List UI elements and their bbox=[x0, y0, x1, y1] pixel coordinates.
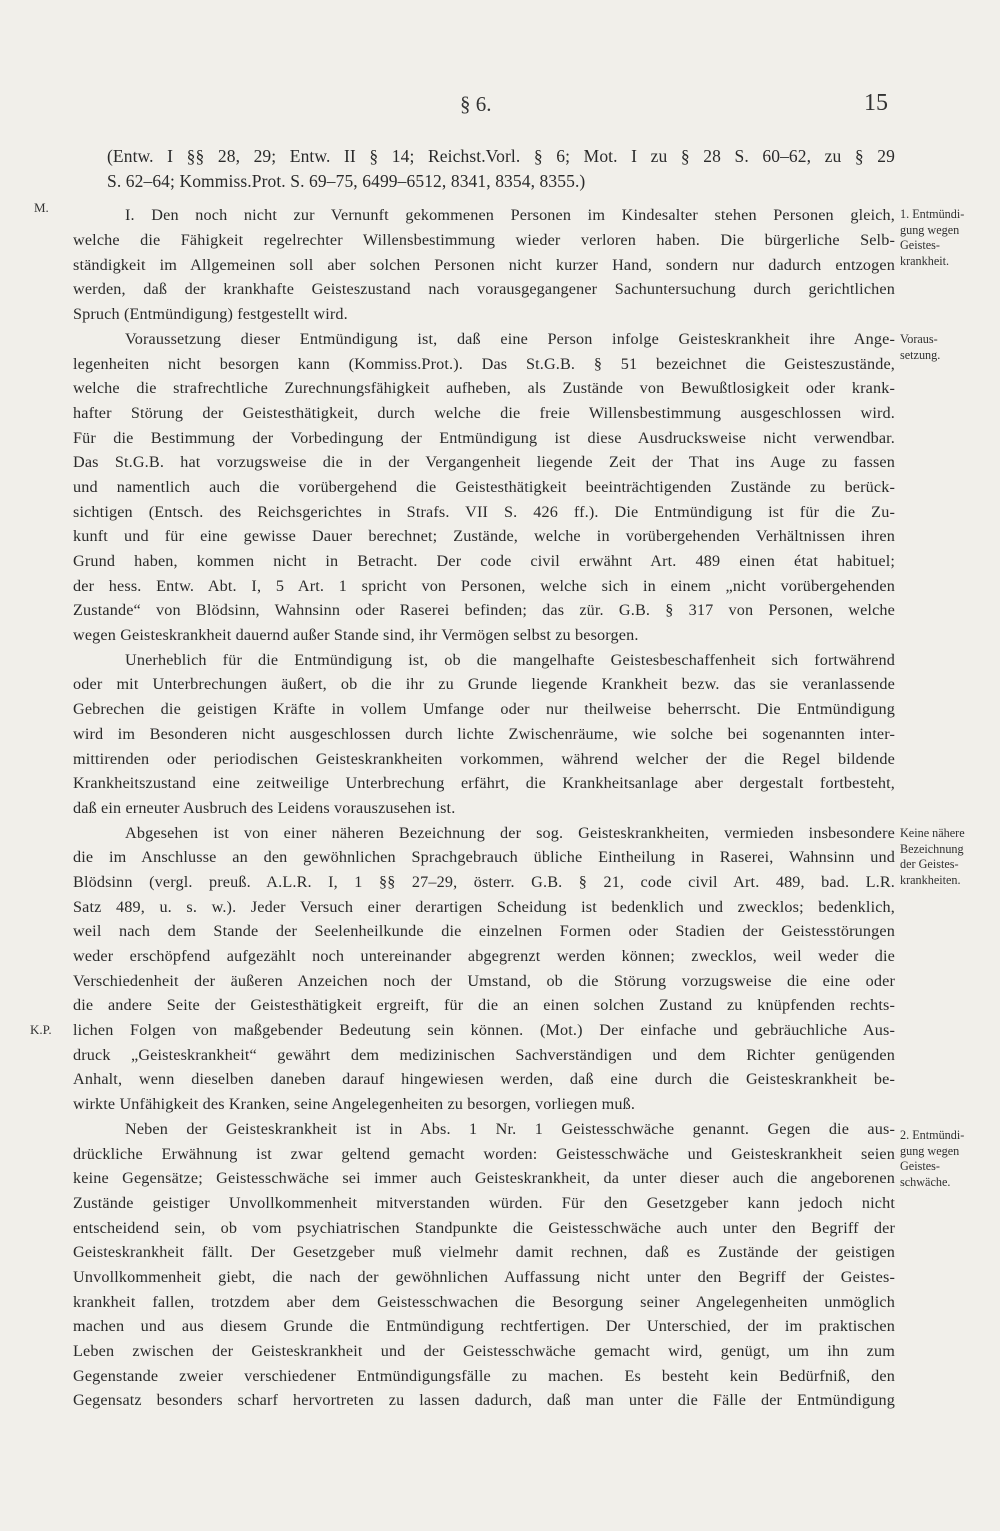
page-number: 15 bbox=[864, 90, 888, 116]
text-line: machen und aus diesem Grunde die Entmündigung rechtfertigen. Der Unterschied, der im praktischen bbox=[73, 1317, 895, 1336]
text-line: Gebrechen die geistigen Kräfte in vollem Umfange oder nur theilweise beherrscht. Die Entmündigung bbox=[73, 700, 895, 719]
text-line: I. Den noch nicht zur Vernunft gekommenen Personen im Kindesalter stehen Personen gleich, bbox=[125, 206, 895, 225]
margin-note-line: krankheit. bbox=[900, 253, 950, 268]
text-line: wirkte Unfähigkeit des Kranken, seine Angelegenheiten zu besorgen, vorliegen muß. bbox=[73, 1095, 636, 1114]
margin-note-line: gung wegen bbox=[900, 1143, 960, 1158]
references-block bbox=[73, 144, 895, 193]
text-line: wird im Besonderen nicht ausgeschlossen durch lichte Zwischenräume, wie solche bei sogenannten inter- bbox=[73, 724, 895, 743]
text-line: Unvollkommenheit giebt, die nach der gewöhnlichen Auffassung nicht unter den Begriff der Geistes- bbox=[73, 1267, 895, 1286]
text-line: entscheidend sein, ob vom psychiatrischen Standpunkte die Geistesschwäche auch unter den Begriff der bbox=[73, 1218, 895, 1237]
text-line: Unerheblich für die Entmündigung ist, ob die mangelhafte Geistesbeschaffenheit sich fortwährend bbox=[125, 650, 895, 669]
text-line: keine Gegensätze; Geistesschwäche sei immer auch Geisteskrankheit, da unter dieser auch die angeborenen bbox=[73, 1169, 895, 1188]
margin-note-line: gung wegen bbox=[900, 222, 960, 237]
margin-note-line: Geistes- bbox=[900, 1159, 940, 1173]
text-line: druck „Geisteskrankheit“ gewährt dem medizinischen Sachverständigen und dem Richter genügenden bbox=[73, 1045, 895, 1064]
margin-note-line: setzung. bbox=[900, 347, 941, 362]
margin-note-line: Geistes- bbox=[900, 238, 940, 252]
margin-note-entmuendigung-geistesschwaeche bbox=[900, 1128, 990, 1190]
text-line: Verschiedenheit der äußeren Anzeichen noch der Umstand, ob die Störung vorzugsweise die eine oder bbox=[73, 971, 895, 990]
paragraph bbox=[73, 327, 895, 648]
margin-note-line: krankheiten. bbox=[900, 872, 961, 887]
siglum-kp: K.P. bbox=[30, 1022, 52, 1037]
text-line: daß ein erneuter Ausbruch des Leidens vorauszusehen ist. bbox=[73, 798, 456, 817]
paragraph bbox=[73, 821, 895, 1117]
text-line: Neben der Geisteskrankheit ist in Abs. 1 Nr. 1 Geistesschwäche genannt. Gegen die aus- bbox=[125, 1119, 895, 1138]
text-line: kunft und für eine gewisse Dauer berechnet; Zustände, welche in vorübergehenden Verhältnissen ihren bbox=[73, 527, 895, 546]
text-line: Abgesehen ist von einer näheren Bezeichnung der sog. Geisteskrankheiten, vermieden insbesondere bbox=[125, 823, 895, 842]
text-line: wegen Geisteskrankheit dauernd außer Stande sind, ihr Vermögen selbst zu besorgen. bbox=[73, 626, 639, 645]
text-line: Zustande“ von Blödsinn, Wahnsinn oder Raserei befinden; das zür. G.B. § 317 von Personen, welche bbox=[73, 601, 895, 620]
text-line: hafter Störung der Geistesthätigkeit, durch welche die freie Willensbestimmung ausgeschlossen wird. bbox=[73, 403, 895, 422]
text-line: Gegensatz besonders scharf hervortreten zu lassen dadurch, daß man unter die Fälle der Entmündigung bbox=[73, 1391, 895, 1410]
text-line: welche die Fähigkeit regelrechter Willensbestimmung wieder verloren haben. Die bürgerliche Selb- bbox=[73, 231, 895, 250]
text-line: Das St.G.B. hat vorzugsweise die in der Vergangenheit liegende Zeit der That ins Auge zu fassen bbox=[73, 453, 895, 472]
text-line: Voraussetzung dieser Entmündigung ist, daß eine Person infolge Geisteskrankheit ihre Ange- bbox=[125, 329, 895, 348]
margin-note-voraussetzung bbox=[900, 332, 990, 363]
text-line: Satz 489, u. s. w.). Jeder Versuch einer derartigen Scheidung ist bedenklich und zwecklos; bedenklich, bbox=[73, 897, 895, 916]
margin-note-line: Keine nähere bbox=[900, 826, 965, 840]
margin-note-line: Voraus- bbox=[900, 332, 938, 346]
text-line: krankheit fallen, trotzdem aber dem Geistesschwachen die Besorgung seiner Angelegenheiten unmöglich bbox=[73, 1292, 895, 1311]
text-line: werden, daß der krankhafte Geisteszustand nach vorausgegangener Sachuntersuchung durch gerichtlichen bbox=[73, 280, 895, 299]
text-line: Spruch (Entmündigung) festgestellt wird. bbox=[73, 305, 348, 324]
body-text bbox=[73, 144, 895, 1413]
text-line: legenheiten nicht besorgen kann (Kommiss.Prot.). Das St.G.B. § 51 bezeichnet die Geisteszustände, bbox=[73, 354, 895, 373]
paragraph bbox=[73, 648, 895, 821]
text-line: Krankheitszustand eine zeitweilige Unterbrechung erfährt, die Krankheitsanlage aber dergestalt fortbesteht, bbox=[73, 774, 895, 793]
text-line: die andere Seite der Geistesthätigkeit ergreift, für die an einen solchen Zustand zu knüpfenden rechts- bbox=[73, 996, 895, 1015]
text-line: Blödsinn (vergl. preuß. A.L.R. I, 1 §§ 27–29, österr. G.B. § 21, code civil Art. 489, bad. L.R. bbox=[73, 872, 895, 891]
margin-note-line: der Geistes- bbox=[900, 857, 959, 871]
text-line: weil nach dem Stande der Seelenheilkunde die einzelnen Formen oder Stadien der Geistesstörungen bbox=[73, 922, 895, 941]
text-line: Anhalt, wenn dieselben daneben darauf hingewiesen werden, daß eine durch die Geisteskrankheit be- bbox=[73, 1070, 895, 1089]
text-line: Zustände geistiger Unvollkommenheit mitverstanden würden. Für den Gesetzgeber kann jedoch nicht bbox=[73, 1193, 895, 1212]
paragraph bbox=[73, 1117, 895, 1413]
text-line: Geisteskrankheit fällt. Der Gesetzgeber muß vielmehr damit rechnen, daß es Zustände der geistigen bbox=[73, 1243, 895, 1262]
text-line: Gegenstande zweier verschiedener Entmündigungsfälle zu machen. Es besteht kein Bedürfniß, den bbox=[73, 1366, 895, 1385]
siglum-m: M. bbox=[34, 200, 49, 215]
margin-note-keine-naehere-bezeichnung bbox=[900, 826, 990, 888]
text-line: sichtigen (Entsch. des Reichsgerichtes in Strafs. VII S. 426 ff.). Die Entmündigung ist für die Zu- bbox=[73, 502, 895, 521]
text-line: oder mit Unterbrechungen äußert, ob die ihr zu Grunde liegende Krankheit bezw. das sie veranlassende bbox=[73, 675, 895, 694]
margin-note-line: Bezeichnung bbox=[900, 841, 964, 856]
text-line: (Entw. I §§ 28, 29; Entw. II § 14; Reichst.Vorl. § 6; Mot. I zu § 28 S. 60–62, zu § 29 bbox=[107, 146, 895, 166]
margin-note-line: schwäche. bbox=[900, 1174, 951, 1189]
text-line: Für die Bestimmung der Vorbedingung der Entmündigung ist diese Ausdrucksweise nicht verwendbar. bbox=[73, 428, 895, 447]
margin-note-line: 2. Entmündi- bbox=[900, 1128, 965, 1142]
margin-note-line: 1. Entmündi- bbox=[900, 207, 965, 221]
text-line: ständigkeit im Allgemeinen soll aber solchen Personen nicht kurzer Hand, sondern nur dadurch entzogen bbox=[73, 255, 895, 274]
text-line: Grund haben, kommen nicht in Betracht. Der code civil erwähnt Art. 489 einen état habituel; bbox=[73, 552, 895, 570]
text-line: mittirenden oder periodischen Geisteskrankheiten vorkommen, während welcher der die Regel bildende bbox=[73, 749, 895, 768]
text-line: Leben zwischen der Geisteskrankheit und der Geistesschwäche gemacht wird, genügt, um ihn zum bbox=[73, 1342, 895, 1360]
section-heading: § 6. bbox=[460, 92, 492, 116]
margin-note-entmuendigung-geisteskrankheit bbox=[900, 207, 990, 269]
text-line: welche die strafrechtliche Zurechnungsfähigkeit aufheben, als Zustände von Bewußtlosigkeit oder krank- bbox=[73, 379, 895, 398]
text-line: S. 62–64; Kommiss.Prot. S. 69–75, 6499–6512, 8341, 8354, 8355.) bbox=[107, 170, 586, 191]
paragraph bbox=[73, 203, 895, 326]
text-line: drückliche Erwähnung ist zwar geltend gemacht worden: Geistesschwäche und Geisteskrankheit seien bbox=[73, 1144, 895, 1163]
text-line: lichen Folgen von maßgebender Bedeutung sein können. (Mot.) Der einfache und gebräuchliche Aus- bbox=[73, 1021, 895, 1040]
text-line: und namentlich auch die vorübergehend die Geistesthätigkeit beeinträchtigenden Zustände zu berück- bbox=[73, 477, 895, 496]
text-line: die im Anschlusse an den gewöhnlichen Sprachgebrauch übliche Eintheilung in Raserei, Wahnsinn und bbox=[73, 848, 895, 867]
text-line: weder erschöpfend aufgezählt noch untereinander abgegrenzt werden können; zwecklos, weil weder die bbox=[73, 947, 895, 965]
text-line: der hess. Entw. Abt. I, 5 Art. 1 spricht von Personen, welche sich in einem „nicht vorübergehenden bbox=[73, 576, 895, 595]
